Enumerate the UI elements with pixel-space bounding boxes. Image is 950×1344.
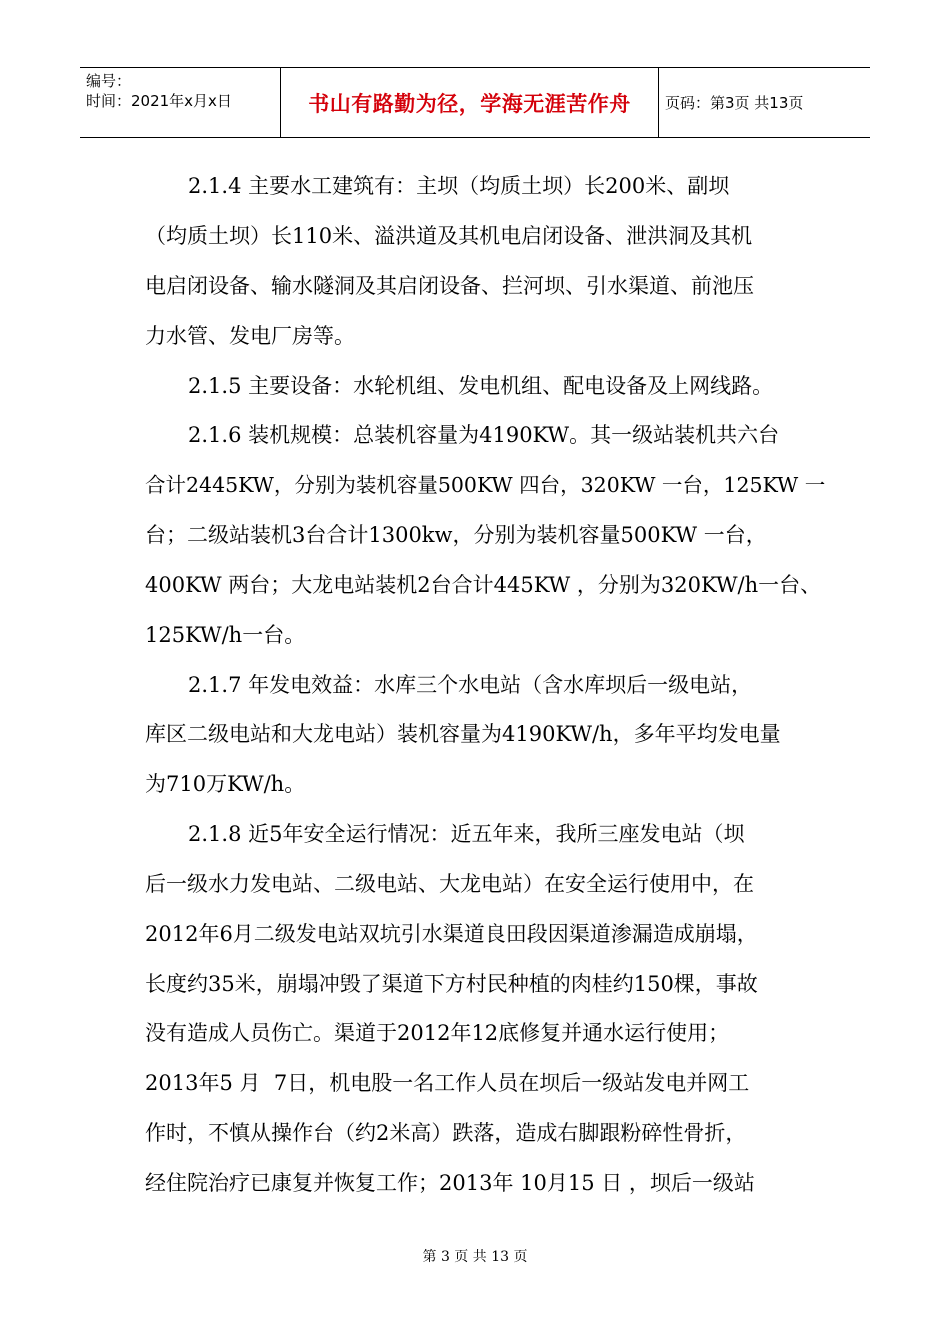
- body-line: 长度约35米，崩塌冲毁了渠道下方村民种植的肉桂约150棵，事故: [145, 972, 758, 996]
- body-line: 没有造成人员伤亡。渠道于2012年12底修复并通水运行使用；: [145, 1021, 730, 1045]
- body-line: 2.1.4 主要水工建筑有：主坝（均质土坝）长200米、副坝: [188, 174, 730, 198]
- body-line: 后一级水力发电站、二级电站、大龙电站）在安全运行使用中，在: [145, 872, 754, 896]
- body-line: 2012年6月二级发电站双坑引水渠道良田段因渠道渗漏造成崩塌，: [145, 922, 758, 946]
- body-line: 电启闭设备、输水隧洞及其启闭设备、拦河坝、引水渠道、前池压: [145, 274, 754, 298]
- body-line: 为710万KW/h。: [145, 772, 306, 796]
- document-number-label: 编号：: [86, 72, 132, 90]
- body-line: 2.1.8 近5年安全运行情况：近五年来，我所三座发电站（坝: [188, 822, 745, 846]
- body-line: 125KW/h一台。: [145, 623, 306, 647]
- body-line: 2.1.6 装机规模：总装机容量为4190KW。其一级站装机共六台: [188, 423, 780, 447]
- body-line: （均质土坝）长110米、溢洪道及其机电启闭设备、泄洪洞及其机: [145, 224, 753, 248]
- body-line: 力水管、发电厂房等。: [145, 324, 355, 348]
- page-header: [80, 67, 870, 138]
- body-line: 作时，不慎从操作台（约2米高）跌落，造成右脚跟粉碎性骨折，: [145, 1121, 747, 1145]
- body-line: 2.1.5 主要设备：水轮机组、发电机组、配电设备及上网线路。: [188, 374, 774, 398]
- header-motto: 书山有路勤为径，学海无涯苦作舟: [308, 91, 631, 116]
- body-line: 经住院治疗已康复并恢复工作；2013年 10月15 日 ，坝后一级站: [145, 1171, 755, 1195]
- body-line: 2.1.7 年发电效益：水库三个水电站（含水库坝后一级电站，: [188, 673, 753, 697]
- page-footer: 第 3 页 共 13 页: [422, 1249, 528, 1265]
- body-line: 库区二级电站和大龙电站）装机容量为4190KW/h，多年平均发电量: [145, 722, 781, 746]
- body-line: 合计2445KW，分别为装机容量500KW 四台，320KW 一台，125KW 一: [145, 473, 826, 497]
- header-page-info: 页码：第3页 共13页: [665, 94, 804, 112]
- body-line: 400KW 两台；大龙电站装机2台合计445KW ，分别为320KW/h一台、: [145, 573, 822, 597]
- header-meta: [80, 68, 280, 137]
- document-time-label: 时间：2021年x月x日: [86, 92, 232, 110]
- body-line: 2013年5 月 7日，机电股一名工作人员在坝后一级站发电并网工: [145, 1071, 750, 1095]
- body-line: 台；二级站装机3台合计1300kw，分别为装机容量500KW 一台，: [145, 523, 767, 547]
